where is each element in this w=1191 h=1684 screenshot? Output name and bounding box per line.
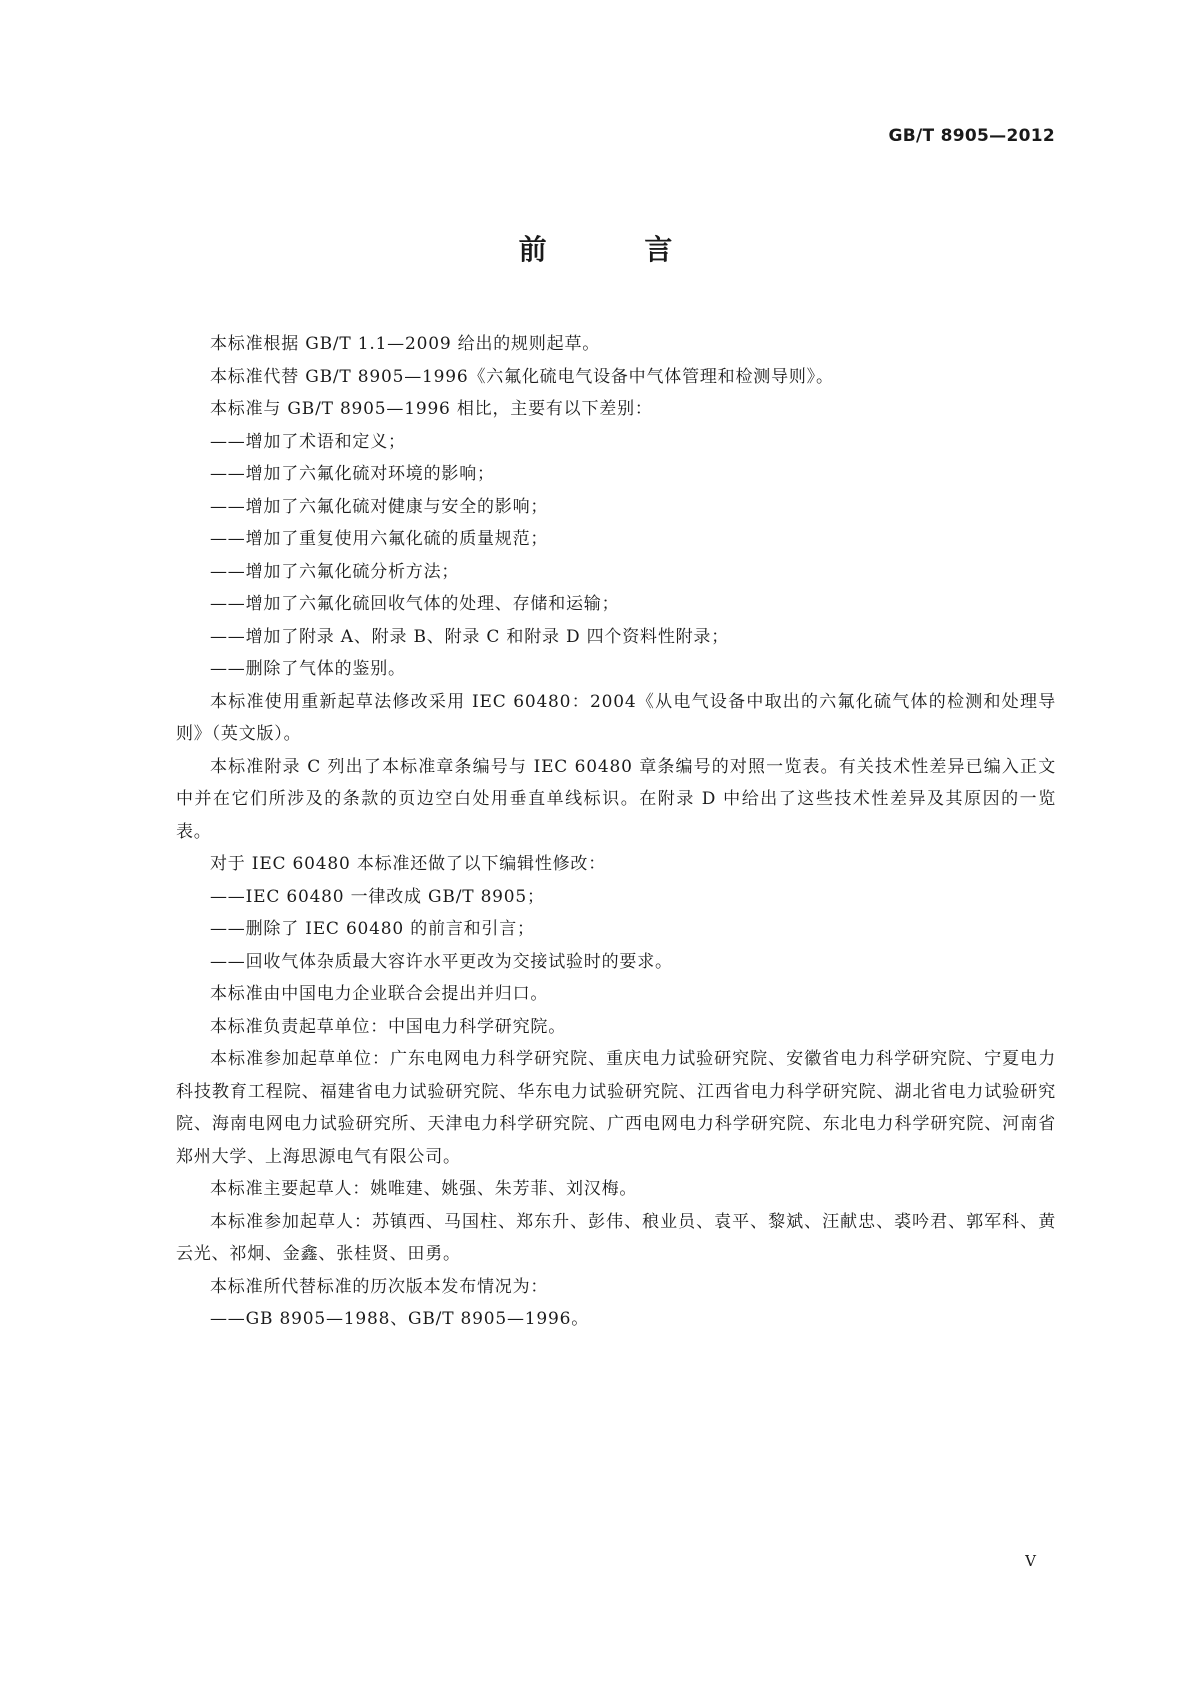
paragraph: 本标准代替 GB/T 8905—1996《六氟化硫电气设备中气体管理和检测导则》。 <box>210 366 834 387</box>
standard-code: GB/T 8905—2012 <box>888 126 1055 146</box>
paragraph: 本标准负责起草单位：中国电力科学研究院。 <box>210 1016 566 1037</box>
paragraph: 本标准参加起草单位：广东电网电力科学研究院、重庆电力试验研究院、安徽省电力科学研究院、宁夏电力科技教育工程院、福建省电力试验研究院、华东电力试验研究院、江西省电力科学研究院、湖北省电力试验研究院、海南电网电力试验研究所、天津电力科学研究院、广西电网电力科学研究院、东北电力科学研究院、河南省郑州大学、上海思源电气有限公司。 <box>176 1049 1056 1167</box>
list-item: ——增加了重复使用六氟化硫的质量规范； <box>210 529 549 549</box>
paragraph: 本标准由中国电力企业联合会提出并归口。 <box>210 984 549 1004</box>
page-title: 前 言 <box>518 233 717 266</box>
list-item: ——增加了术语和定义； <box>210 431 406 452</box>
list-item: ——增加了六氟化硫对环境的影响； <box>210 464 495 484</box>
list-item: ——删除了 IEC 60480 的前言和引言； <box>210 919 535 939</box>
list-item: ——IEC 60480 一律改成 GB/T 8905； <box>210 886 545 907</box>
paragraph: 本标准根据 GB/T 1.1—2009 给出的规则起草。 <box>210 334 601 354</box>
paragraph: 本标准所代替标准的历次版本发布情况为： <box>210 1276 549 1297</box>
list-item: ——删除了气体的鉴别。 <box>210 659 406 679</box>
list-item: ——回收气体杂质最大容许水平更改为交接试验时的要求。 <box>210 951 673 972</box>
list-item: ——GB 8905—1988、GB/T 8905—1996。 <box>210 1309 590 1329</box>
list-item: ——增加了六氟化硫对健康与安全的影响； <box>210 496 549 517</box>
paragraph: 本标准与 GB/T 8905—1996 相比，主要有以下差别： <box>210 399 653 419</box>
list-item: ——增加了六氟化硫回收气体的处理、存储和运输； <box>210 594 620 614</box>
paragraph: 本标准使用重新起草法修改采用 IEC 60480：2004《从电气设备中取出的六氟化硫气体的检测和处理导则》（英文版）。 <box>176 691 1056 744</box>
paragraph: 本标准主要起草人：姚唯建、姚强、朱芳菲、刘汉梅。 <box>210 1179 638 1199</box>
foreword-body <box>176 328 1056 1336</box>
list-item: ——增加了附录 A、附录 B、附录 C 和附录 D 四个资料性附录； <box>210 626 730 647</box>
paragraph: 对于 IEC 60480 本标准还做了以下编辑性修改： <box>210 854 607 874</box>
list-item: ——增加了六氟化硫分析方法； <box>210 561 460 582</box>
paragraph: 本标准参加起草人：苏镇西、马国柱、郑东升、彭伟、稂业员、袁平、黎斌、汪献忠、裘吟君、郭军科、黄云光、祁炯、金鑫、张桂贤、田勇。 <box>176 1211 1056 1264</box>
paragraph: 本标准附录 C 列出了本标准章条编号与 IEC 60480 章条编号的对照一览表。有关技术性差异已编入正文中并在它们所涉及的条款的页边空白处用垂直单线标识。在附录 D 中给出了这些技术性差异及其原因的一览表。 <box>176 756 1056 842</box>
page-number: V <box>1025 1552 1036 1570</box>
